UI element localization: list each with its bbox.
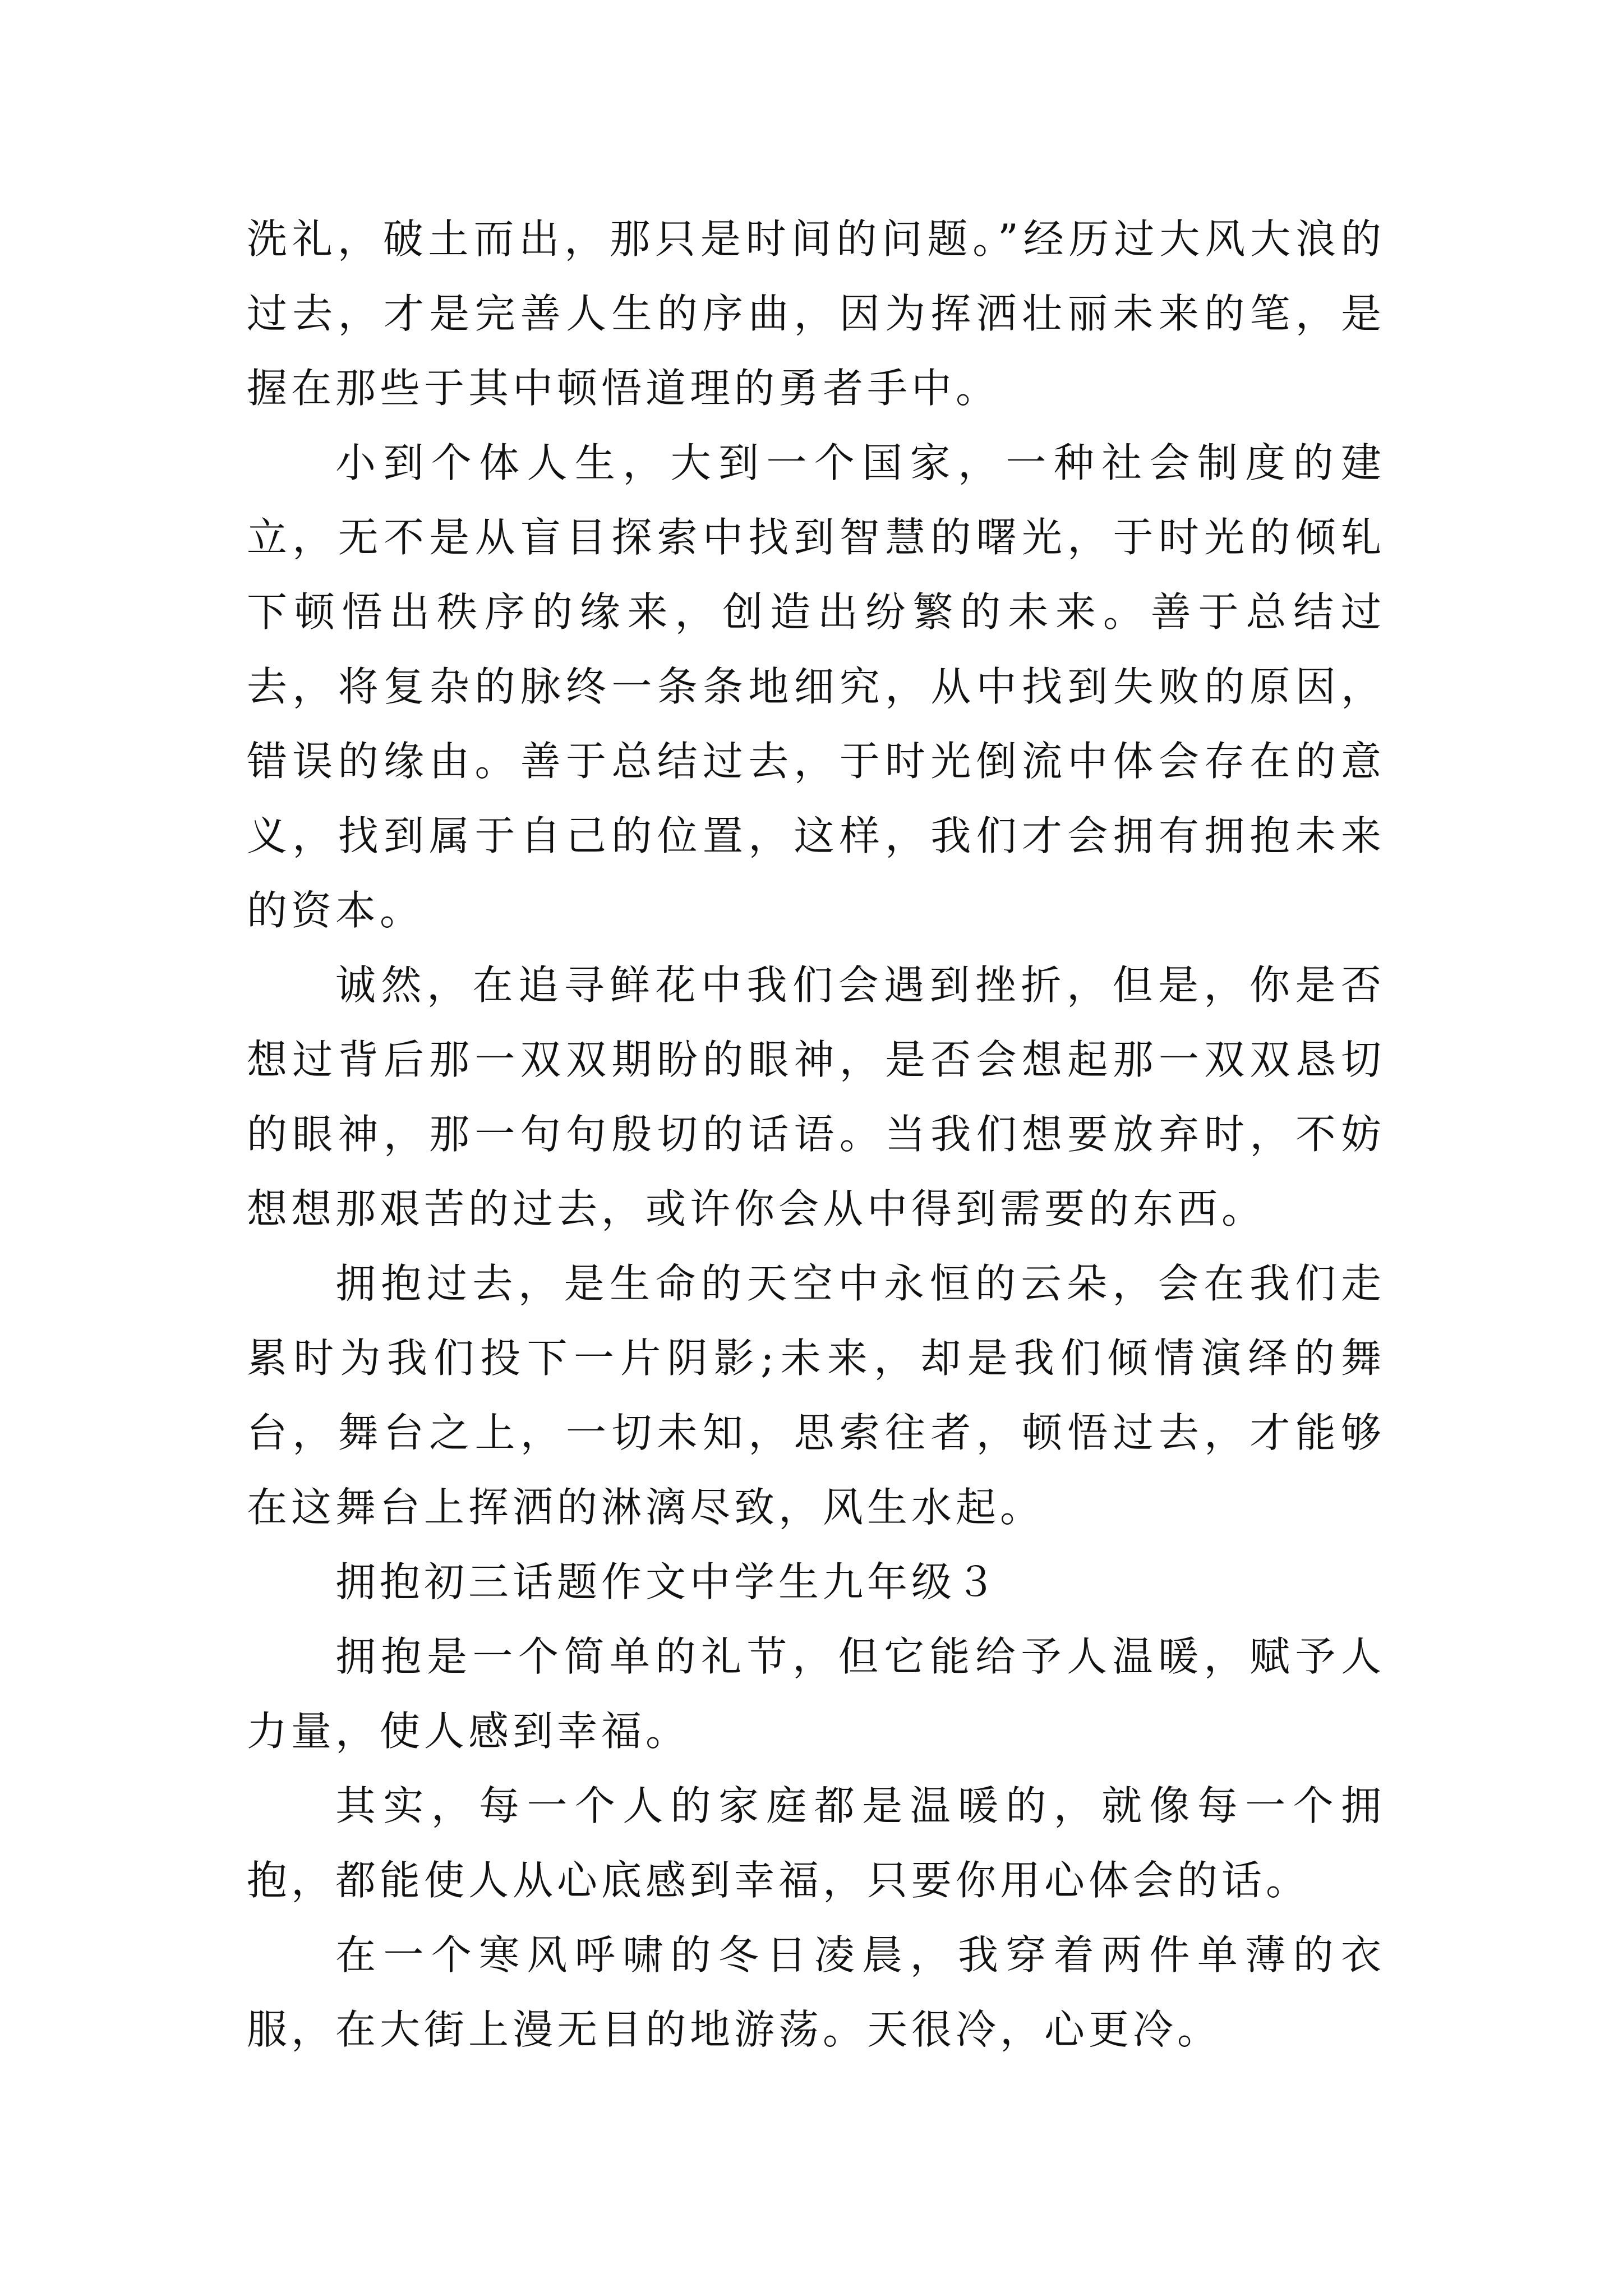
paragraph-winter-morning: 在一个寒风呼啸的冬日凌晨，我穿着两件单薄的衣服，在大街上漫无目的地游荡。天很冷，心更冷。 xyxy=(247,1931,1385,2053)
paragraph-embrace-past: 拥抱过去，是生命的天空中永恒的云朵，会在我们走累时为我们投下一片阴影;未来，却是我们倾情演绎的舞台，舞台之上，一切未知，思索往者，顿悟过去，才能够在这舞台上挥洒的淋漓尽致，风生水起。 xyxy=(247,1260,1385,1531)
paragraph-reflection-past: 小到个体人生，大到一个国家，一种社会制度的建立，无不是从盲目探索中找到智慧的曙光，于时光的倾轧下顿悟出秩序的缘来，创造出纷繁的未来。善于总结过去，将复杂的脉终一条条地细究，从中找到失败的原因，错误的缘由。善于总结过去，于时光倒流中体会存在的意义，找到属于自己的位置，这样，我们才会拥有拥抱未来的资本。 xyxy=(247,439,1385,934)
paragraph-hug-intro: 拥抱是一个简单的礼节，但它能给予人温暖，赋予人力量，使人感到幸福。 xyxy=(247,1633,1385,1755)
document-page xyxy=(247,202,1385,2067)
paragraph-setbacks: 诚然，在追寻鲜花中我们会遇到挫折，但是，你是否想过背后那一双双期盼的眼神，是否会想起那一双双恳切的眼神，那一句句殷切的话语。当我们想要放弃时，不妨想想那艰苦的过去，或许你会从中得到需要的东西。 xyxy=(247,961,1385,1232)
paragraph-family-warmth: 其实，每一个人的家庭都是温暖的，就像每一个拥抱，都能使人从心底感到幸福，只要你用心体会的话。 xyxy=(247,1782,1385,1904)
paragraph-continuation: 洗礼，破土而出，那只是时间的问题。”经历过大风大浪的过去，才是完善人生的序曲，因为挥洒壮丽未来的笔，是握在那些于其中顿悟道理的勇者手中。 xyxy=(247,215,1385,412)
essay-title: 拥抱初三话题作文中学生九年级３ xyxy=(335,1558,1000,1605)
